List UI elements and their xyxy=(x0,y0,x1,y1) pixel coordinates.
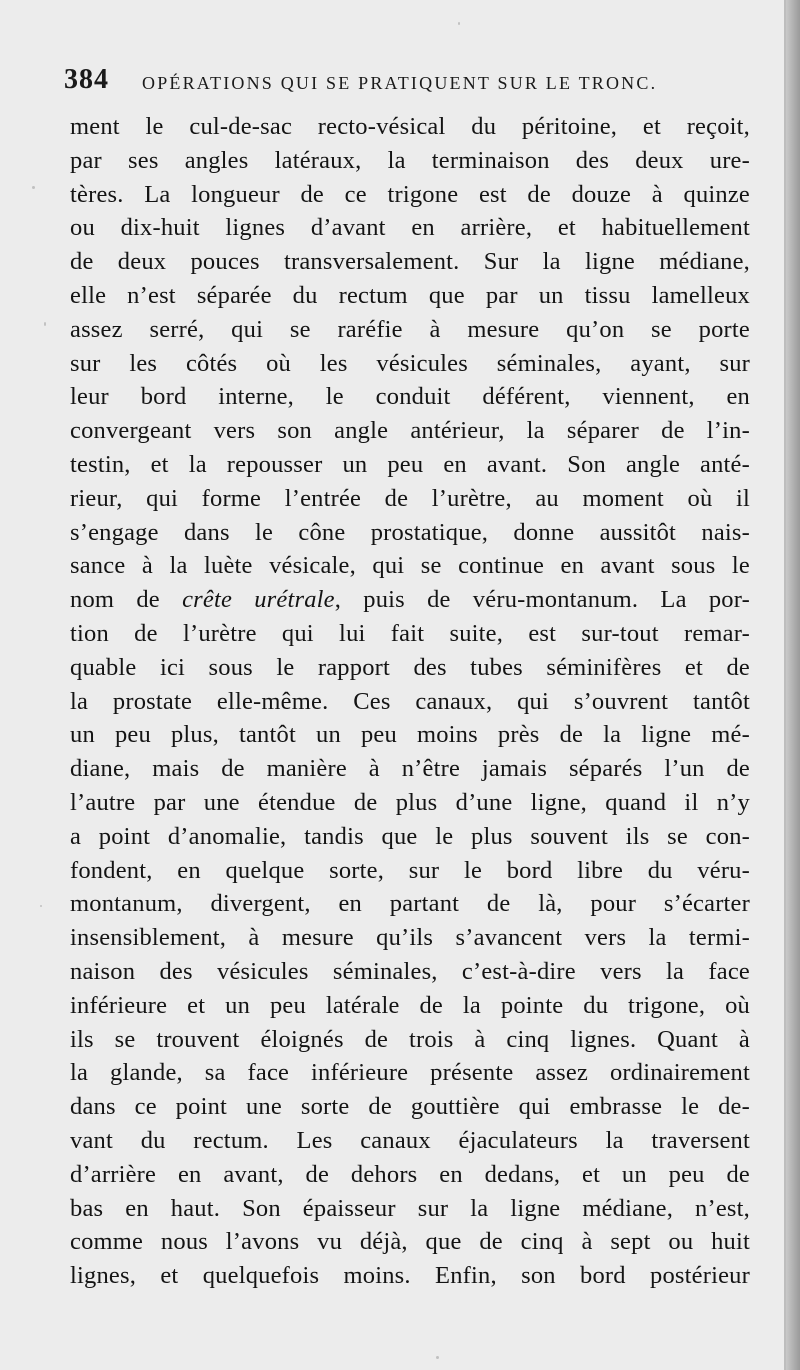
body-text xyxy=(70,110,750,1293)
text-line: dans ce point une sorte de gouttière qui embrasse le de- xyxy=(70,1093,750,1121)
text-segment: , puis de véru-montanum. La por- xyxy=(334,586,750,614)
text-line: s’engage dans le cône prostatique, donne aussitôt nais- xyxy=(70,518,750,546)
page-number: 384 xyxy=(64,64,109,95)
paper-speck xyxy=(32,186,35,189)
text-line: a point d’anomalie, tandis que le plus souvent ils se con- xyxy=(70,822,750,850)
paper-speck xyxy=(436,1356,439,1359)
italic-term: crête urétrale xyxy=(182,586,335,614)
paper-speck xyxy=(44,322,46,326)
text-line: d’arrière en avant, de dehors en dedans, et un peu de xyxy=(70,1160,750,1188)
paper-speck xyxy=(458,22,460,25)
text-line: diane, mais de manière à n’être jamais séparés l’un de xyxy=(70,755,750,783)
text-line: naison des vésicules séminales, c’est-à-dire vers la face xyxy=(70,957,750,985)
running-head: OPÉRATIONS QUI SE PRATIQUENT SUR LE TRONC. xyxy=(142,73,658,93)
text-line: tères. La longueur de ce trigone est de douze à quinze xyxy=(70,180,750,208)
text-line: assez serré, qui se raréfie à mesure qu’on se porte xyxy=(70,315,750,343)
text-line: insensiblement, à mesure qu’ils s’avancent vers la termi- xyxy=(70,924,750,952)
text-line: testin, et la repousser un peu en avant. Son angle anté- xyxy=(70,450,750,478)
paper-speck xyxy=(40,905,42,907)
text-line: la glande, sa face inférieure présente assez ordinairement xyxy=(70,1059,750,1087)
text-line-with-italic xyxy=(70,583,750,617)
text-line: ou dix-huit lignes d’avant en arrière, et habituellement xyxy=(70,214,750,242)
text-line: montanum, divergent, en partant de là, pour s’écarter xyxy=(70,890,750,918)
text-line: lignes, et quelquefois moins. Enfin, son bord postérieur xyxy=(70,1262,750,1290)
text-line: par ses angles latéraux, la terminaison des deux ure- xyxy=(70,146,750,174)
page-edge-shadow xyxy=(786,0,800,1370)
text-line: inférieure et un peu latérale de la pointe du trigone, où xyxy=(70,991,750,1019)
text-segment: nom de xyxy=(70,586,183,614)
text-line: tion de l’urètre qui lui fait suite, est sur-tout remar- xyxy=(70,619,750,647)
text-line: sur les côtés où les vésicules séminales, ayant, sur xyxy=(70,349,750,377)
text-line: vant du rectum. Les canaux éjaculateurs la traversent xyxy=(70,1126,750,1154)
text-line: de deux pouces transversalement. Sur la ligne médiane, xyxy=(70,248,750,276)
text-line: elle n’est séparée du rectum que par un tissu lamelleux xyxy=(70,281,750,309)
text-line: comme nous l’avons vu déjà, que de cinq à sept ou huit xyxy=(70,1228,750,1256)
text-line: la prostate elle-même. Ces canaux, qui s’ouvrent tantôt xyxy=(70,687,750,715)
text-line: leur bord interne, le conduit déférent, viennent, en xyxy=(70,383,750,411)
text-line: sance à la luète vésicale, qui se continue en avant sous le xyxy=(70,552,750,580)
text-line: rieur, qui forme l’entrée de l’urètre, au moment où il xyxy=(70,484,750,512)
text-line: un peu plus, tantôt un peu moins près de la ligne mé- xyxy=(70,721,750,749)
text-line: l’autre par une étendue de plus d’une ligne, quand il n’y xyxy=(70,788,750,816)
text-line: quable ici sous le rapport des tubes séminifères et de xyxy=(70,653,750,681)
text-line: convergeant vers son angle antérieur, la séparer de l’in- xyxy=(70,417,750,445)
text-line: fondent, en quelque sorte, sur le bord libre du véru- xyxy=(70,856,750,884)
text-line: ils se trouvent éloignés de trois à cinq lignes. Quant à xyxy=(70,1025,750,1053)
text-line: bas en haut. Son épaisseur sur la ligne médiane, n’est, xyxy=(70,1194,750,1222)
text-line: ment le cul-de-sac recto-vésical du péritoine, et reçoit, xyxy=(70,113,750,140)
page-header xyxy=(64,64,724,102)
